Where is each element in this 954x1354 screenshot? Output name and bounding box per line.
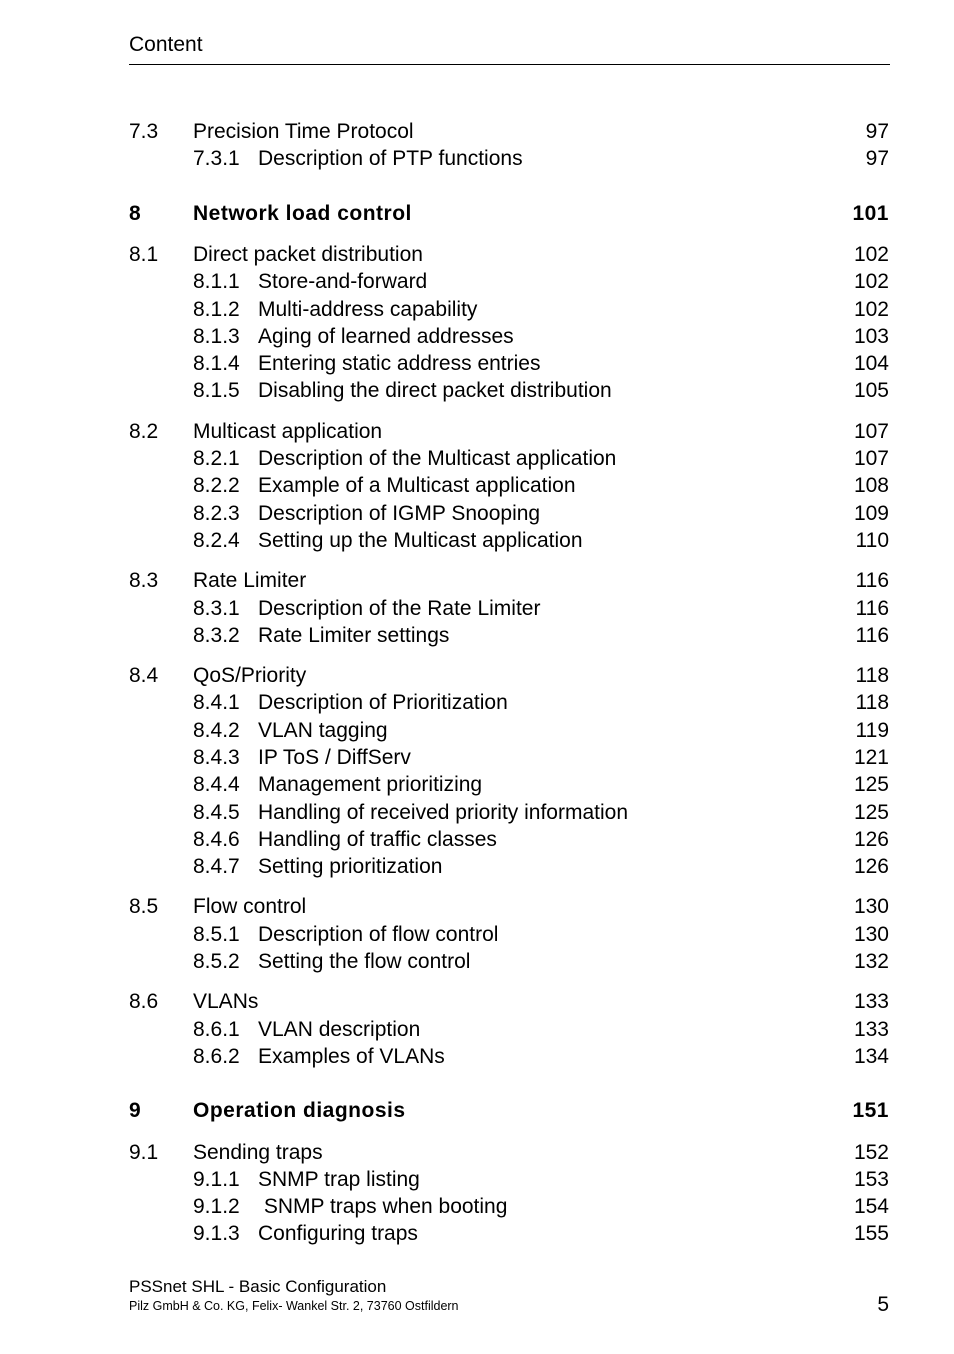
toc-entry-page: 107 bbox=[853, 447, 889, 470]
toc-entry-page: 118 bbox=[855, 664, 889, 687]
toc-entry-section bbox=[129, 119, 890, 145]
toc-entry-title: Entering static address entries bbox=[258, 352, 541, 375]
toc-entry-number: 8.5.1 bbox=[193, 923, 240, 946]
toc-entry-page: 97 bbox=[865, 120, 889, 143]
toc-entry-number: 8.5.2 bbox=[193, 950, 240, 973]
toc-entry-title: IP ToS / DiffServ bbox=[258, 746, 411, 769]
toc-entry-subsection bbox=[129, 324, 890, 350]
toc-entry-page: 107 bbox=[853, 420, 889, 443]
toc-entry-page: 153 bbox=[853, 1168, 889, 1191]
toc-entry-page: 105 bbox=[853, 379, 889, 402]
toc-entry-section bbox=[129, 663, 890, 689]
toc-entry-subsection bbox=[129, 623, 890, 649]
toc-entry-number: 8.3 bbox=[129, 569, 159, 592]
toc-entry-number: 8.1.3 bbox=[193, 325, 240, 348]
toc-entry-number: 7.3.1 bbox=[193, 147, 240, 170]
toc-entry-title: Aging of learned addresses bbox=[258, 325, 514, 348]
toc-entry-title: Description of IGMP Snooping bbox=[258, 502, 541, 525]
toc-entry-title: Setting prioritization bbox=[258, 855, 443, 878]
toc-entry-page: 155 bbox=[853, 1222, 889, 1245]
toc-entry-page: 133 bbox=[853, 990, 889, 1013]
toc-entry-subsection bbox=[129, 446, 890, 472]
toc-entry-subsection bbox=[129, 146, 890, 172]
toc-entry-section bbox=[129, 989, 890, 1015]
toc-entry-number: 8.2.1 bbox=[193, 447, 240, 470]
toc-entry-number: 8.4.7 bbox=[193, 855, 240, 878]
header-divider bbox=[129, 64, 890, 65]
toc-entry-section bbox=[129, 894, 890, 920]
toc-entry-page: 118 bbox=[855, 691, 889, 714]
toc-entry-page: 110 bbox=[855, 529, 889, 552]
toc-entry-subsection bbox=[129, 596, 890, 622]
toc-entry-page: 116 bbox=[855, 597, 889, 620]
toc-entry-page: 151 bbox=[852, 1099, 889, 1122]
toc-entry-page: 108 bbox=[853, 474, 889, 497]
toc-entry-page: 102 bbox=[853, 298, 889, 321]
toc-entry-title: Handling of traffic classes bbox=[258, 828, 497, 851]
toc-entry-title: Handling of received priority information bbox=[258, 801, 629, 824]
toc-entry-title: SNMP traps when booting bbox=[258, 1195, 508, 1218]
toc-entry-title: Flow control bbox=[193, 895, 307, 918]
toc-entry-subsection bbox=[129, 297, 890, 323]
toc-entry-title: Rate Limiter settings bbox=[258, 624, 450, 647]
toc-entry-subsection bbox=[129, 1221, 890, 1247]
toc-entry-section bbox=[129, 419, 890, 445]
toc-entry-title: Description of Prioritization bbox=[258, 691, 508, 714]
toc-entry-subsection bbox=[129, 772, 890, 798]
toc-entry-title: Management prioritizing bbox=[258, 773, 483, 796]
toc-entry-page: 125 bbox=[853, 801, 889, 824]
toc-entry-subsection bbox=[129, 528, 890, 554]
toc-entry-title: Example of a Multicast application bbox=[258, 474, 576, 497]
toc-entry-page: 116 bbox=[855, 624, 889, 647]
toc-entry-number: 8.3.1 bbox=[193, 597, 240, 620]
toc-entry-subsection bbox=[129, 854, 890, 880]
toc-entry-subsection bbox=[129, 827, 890, 853]
toc-entry-subsection bbox=[129, 473, 890, 499]
toc-entry-title: Description of the Multicast application bbox=[258, 447, 617, 470]
toc-entry-subsection bbox=[129, 1167, 890, 1193]
toc-entry-title: VLANs bbox=[193, 990, 259, 1013]
toc-entry-number: 8.1.4 bbox=[193, 352, 240, 375]
toc-entry-page: 154 bbox=[853, 1195, 889, 1218]
toc-entry-title: Direct packet distribution bbox=[193, 243, 423, 266]
footer-document-title: PSSnet SHL - Basic Configuration bbox=[129, 1277, 387, 1296]
toc-entry-page: 130 bbox=[853, 923, 889, 946]
toc-entry-number: 8.4.4 bbox=[193, 773, 240, 796]
toc-entry-title: Examples of VLANs bbox=[258, 1045, 445, 1068]
toc-entry-title: Setting up the Multicast application bbox=[258, 529, 583, 552]
toc-entry-page: 126 bbox=[853, 855, 889, 878]
toc-entry-title: Precision Time Protocol bbox=[193, 120, 414, 143]
toc-entry-subsection bbox=[129, 378, 890, 404]
toc-entry-title: Configuring traps bbox=[258, 1222, 418, 1245]
toc-entry-number: 8.4.5 bbox=[193, 801, 240, 824]
toc-entry-number: 7.3 bbox=[129, 120, 159, 143]
toc-entry-chapter bbox=[129, 1098, 890, 1124]
toc-entry-number: 9.1.1 bbox=[193, 1168, 240, 1191]
toc-entry-number: 8.4.3 bbox=[193, 746, 240, 769]
toc-entry-section bbox=[129, 1140, 890, 1166]
toc-entry-title: Description of flow control bbox=[258, 923, 499, 946]
toc-entry-number: 8.2 bbox=[129, 420, 159, 443]
toc-entry-number: 8.4 bbox=[129, 664, 159, 687]
toc-entry-subsection bbox=[129, 800, 890, 826]
toc-entry-page: 102 bbox=[853, 270, 889, 293]
toc-entry-page: 132 bbox=[853, 950, 889, 973]
toc-entry-number: 8.4.1 bbox=[193, 691, 240, 714]
toc-entry-page: 126 bbox=[853, 828, 889, 851]
footer-page-number: 5 bbox=[877, 1293, 889, 1316]
toc-entry-page: 119 bbox=[855, 719, 889, 742]
toc-entry-page: 109 bbox=[853, 502, 889, 525]
toc-entry-page: 152 bbox=[853, 1141, 889, 1164]
toc-entry-number: 8.1.2 bbox=[193, 298, 240, 321]
toc-entry-number: 8.2.2 bbox=[193, 474, 240, 497]
toc-entry-page: 97 bbox=[865, 147, 889, 170]
toc-entry-page: 116 bbox=[855, 569, 889, 592]
toc-entry-section bbox=[129, 568, 890, 594]
toc-entry-section bbox=[129, 242, 890, 268]
toc-entry-page: 104 bbox=[853, 352, 889, 375]
toc-entry-page: 125 bbox=[853, 773, 889, 796]
toc-entry-number: 8.1.5 bbox=[193, 379, 240, 402]
page-header-title: Content bbox=[129, 33, 203, 56]
toc-entry-title: VLAN description bbox=[258, 1018, 421, 1041]
toc-entry-title: VLAN tagging bbox=[258, 719, 388, 742]
toc-entry-number: 8.1.1 bbox=[193, 270, 240, 293]
toc-entry-subsection bbox=[129, 1044, 890, 1070]
toc-entry-subsection bbox=[129, 1017, 890, 1043]
toc-entry-number: 8.2.3 bbox=[193, 502, 240, 525]
toc-entry-number: 8 bbox=[129, 202, 142, 225]
toc-entry-title: Description of PTP functions bbox=[258, 147, 523, 170]
toc-entry-title: Description of the Rate Limiter bbox=[258, 597, 541, 620]
toc-entry-title: SNMP trap listing bbox=[258, 1168, 420, 1191]
toc-entry-page: 101 bbox=[852, 202, 889, 225]
toc-entry-title: Network load control bbox=[193, 202, 412, 225]
toc-entry-number: 8.1 bbox=[129, 243, 159, 266]
toc-entry-number: 8.6 bbox=[129, 990, 159, 1013]
toc-entry-title: Multi-address capability bbox=[258, 298, 478, 321]
toc-entry-subsection bbox=[129, 269, 890, 295]
footer-company-address: Pilz GmbH & Co. KG, Felix- Wankel Str. 2, 73760 Ostfildern bbox=[129, 1299, 459, 1313]
toc-entry-page: 134 bbox=[853, 1045, 889, 1068]
toc-entry-subsection bbox=[129, 745, 890, 771]
toc-entry-number: 9.1.3 bbox=[193, 1222, 240, 1245]
toc-entry-title: Disabling the direct packet distribution bbox=[258, 379, 612, 402]
toc-entry-number: 8.4.2 bbox=[193, 719, 240, 742]
toc-entry-title: Sending traps bbox=[193, 1141, 323, 1164]
toc-entry-subsection bbox=[129, 949, 890, 975]
toc-entry-subsection bbox=[129, 1194, 890, 1220]
toc-entry-number: 8.3.2 bbox=[193, 624, 240, 647]
toc-entry-page: 121 bbox=[853, 746, 889, 769]
toc-entry-number: 8.6.2 bbox=[193, 1045, 240, 1068]
toc-entry-subsection bbox=[129, 690, 890, 716]
toc-entry-title: Store-and-forward bbox=[258, 270, 428, 293]
toc-entry-page: 102 bbox=[853, 243, 889, 266]
toc-entry-number: 8.5 bbox=[129, 895, 159, 918]
toc-entry-number: 9.1 bbox=[129, 1141, 159, 1164]
toc-entry-title: QoS/Priority bbox=[193, 664, 307, 687]
toc-entry-title: Setting the flow control bbox=[258, 950, 471, 973]
toc-entry-number: 9 bbox=[129, 1099, 142, 1122]
toc-entry-subsection bbox=[129, 351, 890, 377]
toc-entry-number: 9.1.2 bbox=[193, 1195, 240, 1218]
toc-entry-page: 133 bbox=[853, 1018, 889, 1041]
toc-entry-number: 8.6.1 bbox=[193, 1018, 240, 1041]
toc-entry-title: Multicast application bbox=[193, 420, 383, 443]
toc-entry-title: Rate Limiter bbox=[193, 569, 307, 592]
toc-entry-number: 8.2.4 bbox=[193, 529, 240, 552]
toc-entry-subsection bbox=[129, 922, 890, 948]
toc-entry-page: 103 bbox=[853, 325, 889, 348]
toc-entry-subsection bbox=[129, 501, 890, 527]
toc-entry-number: 8.4.6 bbox=[193, 828, 240, 851]
toc-entry-chapter bbox=[129, 201, 890, 227]
toc-entry-subsection bbox=[129, 718, 890, 744]
toc-entry-title: Operation diagnosis bbox=[193, 1099, 406, 1122]
toc-entry-page: 130 bbox=[853, 895, 889, 918]
